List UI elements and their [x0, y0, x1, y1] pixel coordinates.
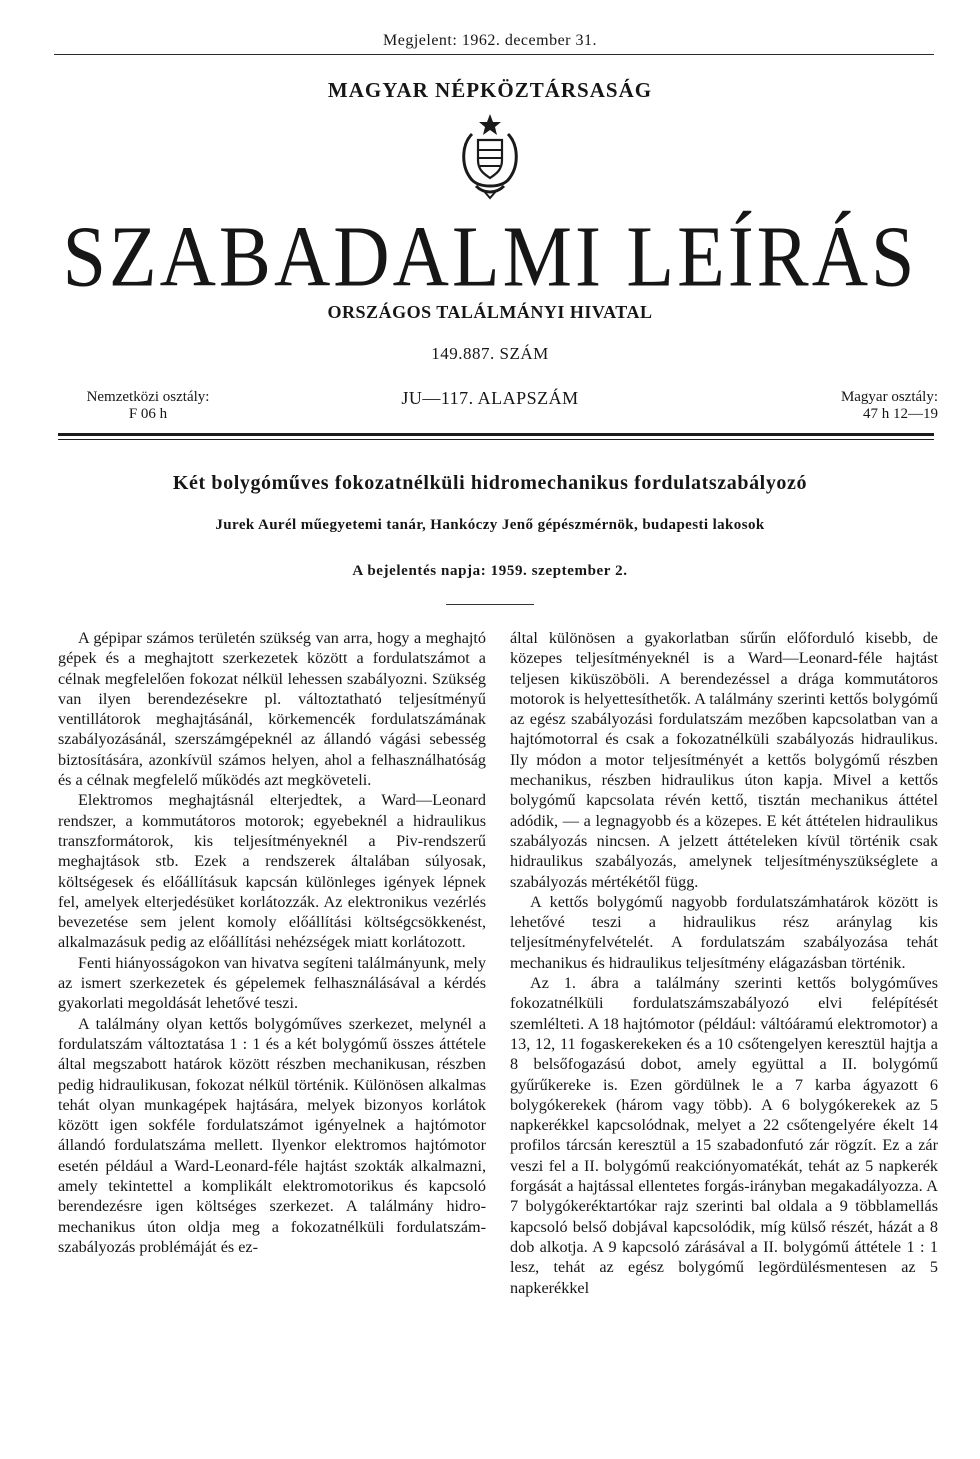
intl-class-label: Nemzetközi osztály:	[86, 389, 210, 405]
paragraph: Fenti hiányosságokon van hivatva segíteni találmányunk, mely az ismert szerkezetek és gépelemek felhasználásával a kérdés gyakorlati megoldását lehetővé teszi.	[58, 953, 486, 1013]
hu-class-label: Magyar osztály:	[840, 389, 938, 405]
hungarian-class	[768, 389, 938, 423]
short-rule	[446, 604, 534, 605]
base-number: JU—117. ALAPSZÁM	[401, 388, 579, 408]
patent-number: 149.887. SZÁM	[431, 344, 549, 363]
top-rule	[54, 54, 934, 55]
paragraph: Az 1. ábra a találmány szerinti kettős bolygóműves fokozatnélküli fordulatszámszabályozó elvi felépítését szemlélteti. A 18 hajtómotor (például: váltóáramú elektromotor) a 13, 12, 11 fogaskerekeken és a 10 csőtengelyen keresztül hajtja a 8 belsőfogazású dobot, amely együttal a II. bolygómű gyűrűkereke is. Ezen gördülnek le a 7 karba ágyazott 6 bolygókerekek (három vagy több). A 6 bolygókerekek az 5 napkerékkel kapcsolódnak, melyet a 22 csőtengelyére ékelt 14 profilos tárcsán keresztül a 15 szabadonfutó zár rögzít. Ez a zár veszi fel a II. bolygómű reakciónyomatékát, tehát az 5 napkerék forgását a hajtással ellentetes forgás-irányban megakadályozza. A 7 bolygókeréktartókar rajz szerinti bal oldala a 9 többlamellás kapcsoló belső dobjával kapcsolódik, míg külső részét, házát a 8 dob alkotja. A 9 kapcsoló zárásával a II. bolygómű áttétele 1 : 1 lesz, tehát az egész bolygómű legördülésmentesen az 5 napkerékkel	[510, 974, 938, 1297]
paragraph: által különösen a gyakorlatban sűrűn előforduló kisebb, de közepes teljesítményeknél is a Ward—Leonard-féle hajtást teljesen kiküszöböli. A berendezéssel a drága kommutátoros motorok is helyettesíthetők. A találmány szerinti kettős bolygómű az egész szabályozási fordulatszám mezőben kapcsolatban van a hajtómotorral és csak a fokozatnélküli szabályozás hidraulikus. Ily módon a motor teljesítményét a kettős bolygómű részben mechanikus, részben hidraulikus úton kapja. Mivel a kettős bolygómű kapcsolata révén kettő, tisztán mechanikus áttétel adódik, — a legnagyobb és a közepes. E két áttételen hidraulikus szabályozás nincsen. A jelzett áttételeken kívül történik csak hidraulikus szabályozás, amelynek teljesítményszükséglete a szabályozás mértékétől függ.	[510, 629, 938, 891]
body-column-left	[58, 628, 486, 1458]
inventors: Jurek Aurél műegyetemi tanár, Hankóczy Jenő gépészmérnök, budapesti lakosok	[215, 517, 765, 533]
publication-date: Megjelent: 1962. december 31.	[383, 32, 597, 49]
paragraph: Elektromos meghajtásnál elterjedtek, a Ward—Leonard rendszer, a kommutátoros motorok; egyebeknél a hidraulikus transzformátorok, kis teljesítményeknél a Piv-rendszerű meghajtások stb. Ezek a rendszerek általában súlyosak, költségesek és előállításuk kapcsán különleges igények lépnek fel, amelyek elterjedésüket korlátozzák. Az elektronikus vezérlés bevezetése sem jelent komoly előállítási költségcsökkenést, alkalmazásuk pedig az előállítási nehézségek miatt korlátozott.	[58, 791, 486, 952]
paragraph: A kettős bolygómű nagyobb fordulatszámhatárok között is lehetővé teszi a hidraulikus rész aránylag kis teljesítményfelvételét. A fordulatszám szabályozása tehát mechanikus és hidraulikus teljesítmény elágazásban történik.	[510, 892, 938, 972]
intl-class-value: F 06 h	[128, 406, 168, 422]
double-rule	[58, 433, 934, 440]
hu-class-value: 47 h 12—19	[863, 406, 938, 422]
body-column-right	[510, 628, 938, 1458]
paragraph: A találmány olyan kettős bolygóműves szerkezet, melynél a fordulatszám változtatása 1 : 1 és a két bolygómű összes áttétele által megszabott határok között részben mechanikusan, részben pedig hidraulikusan, fokozat nélkül történik. Különösen alkalmas tehát olyan munkagépek hajtására, melyek bizonyos korlátok között igen sokféle fordulatszámot igényelnek a hajtómotor állandó fordulatszáma mellett. Ilyenkor elektromos hajtómotor esetén például a Ward-Leonard-féle hajtást szokták alkalmazni, amely tekintettel a komplikált elektromotorikus és kapcsoló berendezésre igen költséges szerkezet. A találmány hidro-mechanikus úton oldja meg a fokozatnélküli fordulatszám-szabályozás problémáját és ez-	[58, 1014, 486, 1256]
document-type-title: SZABADALMI LEÍRÁS	[62, 207, 918, 305]
coat-of-arms-icon	[450, 104, 530, 204]
patent-title: Két bolygóműves fokozatnélküli hidromechanikus fordulatszabályozó	[172, 472, 808, 494]
country-name: MAGYAR NÉPKÖZTÁRSASÁG	[327, 78, 653, 102]
paragraph: A gépipar számos területén szükség van arra, hogy a meghajtó gépek és a meghajtott szerkezetek között a fordulatszámot a célnak megfelelően fokozat nélkül lehessen szabályozni. Szükség van ilyen berendezésekre pl. változtatható teljesítményű ventillátorok meghajtásánál, körkemencék fordulatszámának szabályozásánál, szerszámgépeknél az állandó vágási sebesség biztosítására, azonkívül számos helyen, ahol a felhasználhatóság és a célnak megfelelő működés azt megköveteli.	[58, 629, 486, 790]
filing-date: A bejelentés napja: 1959. szeptember 2.	[352, 563, 628, 579]
patent-office: ORSZÁGOS TALÁLMÁNYI HIVATAL	[327, 302, 653, 322]
international-class	[58, 389, 238, 423]
